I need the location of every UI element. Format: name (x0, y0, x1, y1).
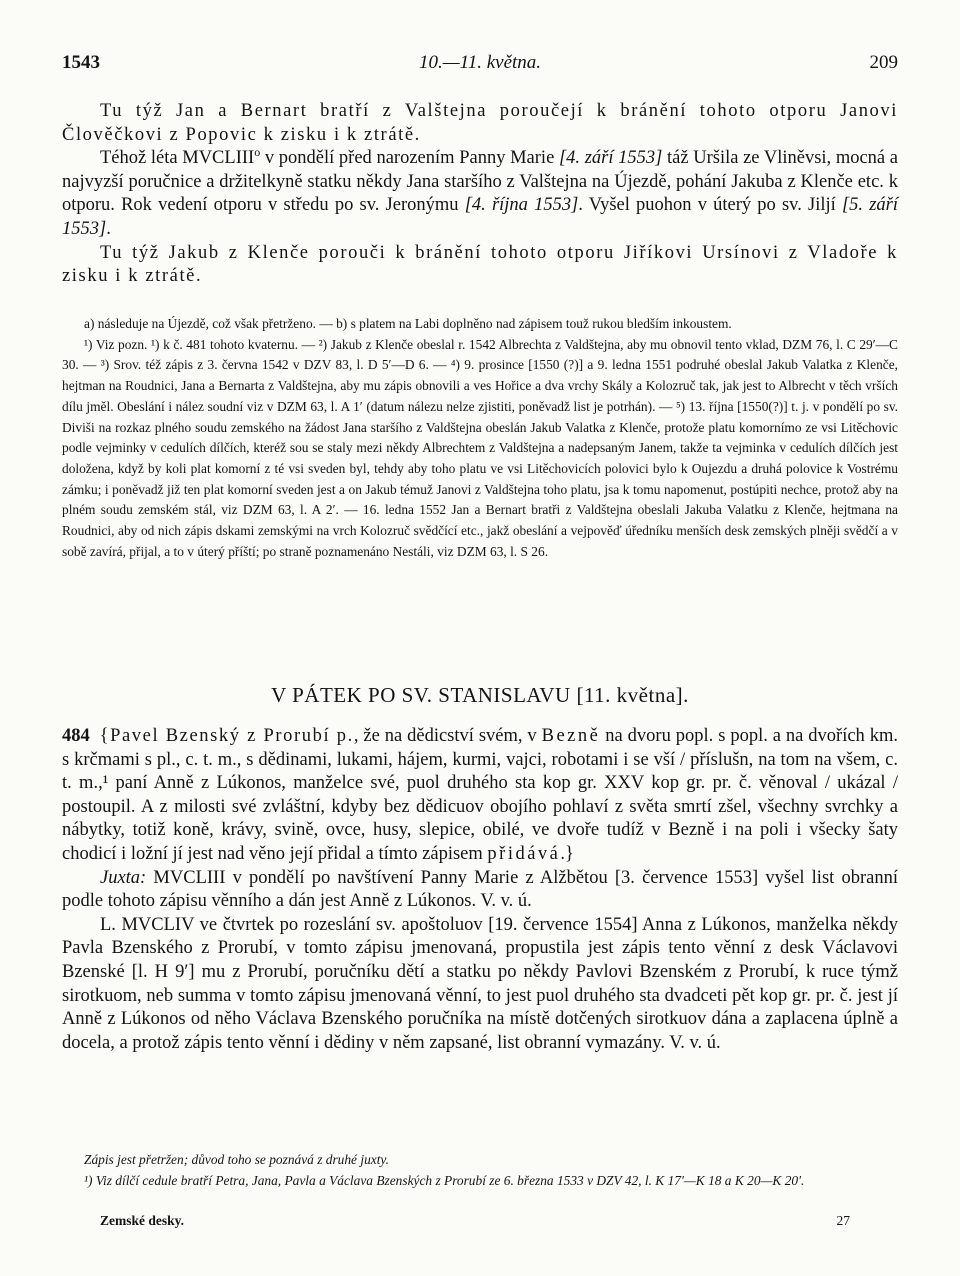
entry-continuation (62, 100, 898, 289)
header-year: 1543 (62, 52, 100, 73)
entry-paragraph: 484 {Pavel Bzenský z Prorubí p., že na dědicství svém, v Bezně na dvoru popl. s popl. a na dvořích km. s krčmami s pl., c. t. m., s dědinami, lukami, hájem, kurmi, vajci, robotami i se vší / příslušn, na tom na všem, c. t. m.,¹ paní Anně z Lúkonos, manželce své, puol druhého sta kop gr. XXV kop gr. pr. č. věnoval / ukázal / postoupil. A z milosti své zvláštní, kdyby bez dědicuov obojího pohlaví z světa smrtí zšel, všechny svrchky a nábytky, totiž koně, krávy, svině, ovce, husy, slepice, obilé, ve dvoře tudíž v Bezně i na poli i všecky šaty chodicí i ložní jí jest nad věno její přidal a tímto zápisem přidává.} (62, 726, 898, 864)
textual-notes-2 (62, 1150, 898, 1191)
release-paragraph: L. MVCLIV ve čtvrtek po rozeslání sv. apoštoluov [19. července 1554] Anna z Lúkonos, manželka někdy Pavla Bzenského z Prorubí, v tomto zápisu jmenovaná, propustila jest zápis tento věnní z desk Václavovi Bzenské [l. H 9′] mu z Prorubí, poručníku dětí a statku po někdy Pavlovi Bzenském z Prorubí, k ruce týmž sirotkuom, neb summa v tomto zápisu jmenovaná věnní, to jest puol druhého sta dvadceti pět kop gr. pr. č. jest jí Anně z Lúkonos od něho Václava Bzenského poručníka na místě dotčených sirotkuov dána a zaplacena úplně a docela, a protož zápis tento věnní i dědiny v něm zapsané, list obranní vymazány. V. v. ú. (62, 914, 898, 1053)
critical-note-2: Zápis jest přetržen; důvod toho se poznává z druhé juxty. (84, 1152, 389, 1167)
entry-484 (62, 725, 898, 1055)
entry-number: 484 (62, 726, 90, 746)
paragraph-1: Tu týž Jan a Bernart bratří z Valštejna poroučejí k bránění tohoto otporu Janovi Člověčkovi z Popovic k zisku i k ztrátě. (62, 101, 898, 145)
paragraph-3: Tu týž Jakub z Klenče porouči k bránění tohoto otporu Jiříkovi Ursínovi z Vladoře k zisku i k ztrátě. (62, 242, 898, 287)
textual-notes-1 (62, 314, 898, 562)
footnotes: ¹) Viz pozn. ¹) k č. 481 tohoto kvaternu. — ²) Jakub z Klenče obeslal r. 1542 Albrechta z Valdštejna, aby mu obnovil tento vklad, DZM 76, l. C 29′—C 30. — ³) Srov. též zápis z 3. června 1542 v DZV 83, l. D 5′—D 6. — ⁴) 9. prosince [1550 (?)] a 9. ledna 1551 podruhé obeslal Jakub Valatka z Klenče, hejtman na Roudnici, Jana a Bernarta z Valdštejna, aby mu zápis obnovili a ves Hořice a dva vrchy Skály a Kolozruč tak, jak jest to Albrecht v těch vrších dílu jměl. Obeslání i nález soudní viz v DZM 63, l. A 1′ (datum nálezu nelze zjistiti, poněvadž list je potrhán). — ⁵) 13. října [1550(?)] t. j. v pondělí po sv. Diviši na rozkaz plného soudu zemského na žádost Jana staršího z Valdštejna obeslán Jakub Valatka z Klenče, protože platu komornímo ze vsi Litěchovic podle vejminky v cedulích dílčích, kteréž sou se staly mezi někdy Albrechtem z Valdštejna a nadepsaným Janem, takže ta vejminka v cedulích dílčích jest doložena, když by koli plat komorní z té vsi sveden byl, tehdy aby toho platu ve vsi Litěchovicích polovici bylo k Oujezdu a druhá polovice k Vostrému zámku; i poněvadž již ten plat komorní sveden jest a on Jakub témuž Janovi z Valdštejna toho platu, jsa k tomu napomenut, postúpiti nechce, protož aby na plném soudu zemském stál, viz DZM 63, l. A 2′. — 16. ledna 1552 Jan a Bernart bratři z Valdštejna obeslali Jakuba Valatku z Klenče, hejtmana na Roudnici, aby od nich zápis dskami zemskými na vrch Kolozruč svědčící etc., jakž obeslání a vejpověď úředníku menších desk zemských plněji svědčí a v sobě zavírá, přijal, a to v úterý příští; po straně poznamenáno Nestáli, viz DZM 63, l. S 26. (62, 336, 898, 559)
header-page-number: 209 (869, 52, 898, 73)
footer-sheet-number: 27 (836, 1213, 850, 1228)
footnote-2: ¹) Viz dílčí cedule bratří Petra, Jana, Pavla a Václava Bzenských z Prorubí ze 6. března 1533 v DZV 42, l. K 17′—K 18 a K 20—K 20′. (84, 1172, 805, 1188)
critical-note: a) následuje na Újezdě, což však přetrženo. — b) s platem na Labi doplněno nad zápisem touž rukou bledším inkoustem. (84, 316, 732, 331)
footer-signature: Zemské desky. (100, 1213, 185, 1228)
paragraph-2: Téhož léta MVCLIII$^o$ v pondělí před narozením Panny Marie [4. září 1553] táž Uršila ze Vliněvsi, mocná a najvyzší poručnice a držitelkyně statku někdy Jana staršího z Valštejna na Újezdě, pohání Jakuba z Klenče etc. k otporu. Rok vedení otporu v středu po sv. Jeronýmu [4. října 1553]. Vyšel puohon v úterý po sv. Jiljí [5. září 1553]. (62, 145, 899, 239)
header-date-range: 10.—11. května. (418, 52, 542, 73)
running-header (62, 52, 898, 76)
section-heading: V PÁTEK PO SV. STANISLAVU [11. května]. (271, 683, 689, 707)
juxta-paragraph: Juxta: MVCLIII v pondělí po navštívení Panny Marie z Alžbětou [3. července 1553] vyšel list obranní podle tohoto zápisu věnního a dán jest Anně z Lúkonos. V. v. ú. (62, 867, 898, 912)
